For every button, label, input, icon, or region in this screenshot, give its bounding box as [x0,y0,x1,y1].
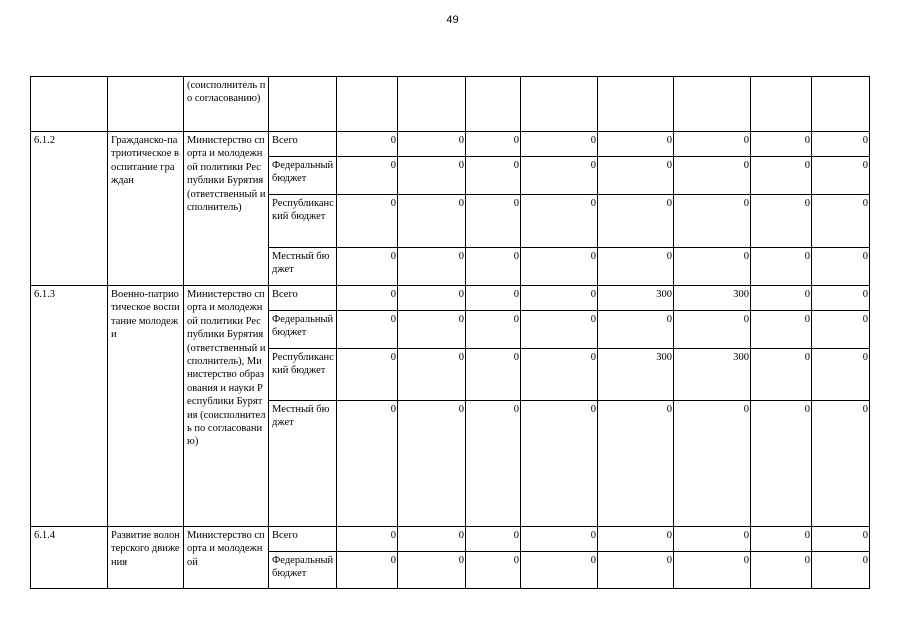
cell-value: 0 [812,401,870,527]
cell-value [751,77,812,132]
cell-value: 0 [521,527,598,552]
cell-value: 0 [398,552,466,589]
cell-value [398,77,466,132]
cell-value: 300 [674,286,751,311]
cell-value: 0 [812,349,870,401]
cell-value: 0 [812,527,870,552]
budget-table [30,76,870,589]
cell-source: Федеральный бюджет [269,552,337,589]
cell-value: 0 [598,552,674,589]
cell-value: 0 [674,248,751,286]
cell-value: 0 [398,132,466,157]
cell-value: 300 [598,349,674,401]
cell-value: 0 [751,157,812,195]
cell-source: Республиканский бюджет [269,349,337,401]
cell-value: 0 [812,286,870,311]
cell-source: Всего [269,132,337,157]
cell-value: 0 [674,311,751,349]
cell-value: 0 [337,132,398,157]
cell-value [674,77,751,132]
cell-value: 0 [751,311,812,349]
cell-source: Федеральный бюджет [269,311,337,349]
cell-value: 0 [337,552,398,589]
cell-value: 0 [598,311,674,349]
cell-value: 0 [812,132,870,157]
cell-executor: Министерство спорта и молодежной [184,527,269,589]
cell-value [812,77,870,132]
cell-value [598,77,674,132]
cell-value: 0 [812,311,870,349]
cell-value: 0 [598,401,674,527]
cell-value: 0 [521,552,598,589]
cell-value: 0 [337,311,398,349]
cell-value: 0 [337,527,398,552]
cell-source: Всего [269,286,337,311]
cell-value: 0 [521,286,598,311]
cell-value: 0 [521,195,598,248]
cell-value: 300 [674,349,751,401]
cell-number [31,77,108,132]
cell-value: 0 [751,286,812,311]
cell-value: 0 [337,157,398,195]
table-row [31,286,870,311]
cell-value: 0 [337,286,398,311]
cell-value [466,77,521,132]
cell-value: 0 [466,401,521,527]
cell-value: 0 [674,527,751,552]
cell-value: 0 [466,157,521,195]
cell-source: Местный бюджет [269,401,337,527]
cell-source [269,77,337,132]
cell-value: 0 [398,401,466,527]
cell-value: 0 [812,157,870,195]
cell-executor: (соисполнитель по согласованию) [184,77,269,132]
cell-value: 0 [812,195,870,248]
cell-executor: Министерство спорта и молодежной политики Республики Бурятия (ответственный исполнитель) [184,132,269,286]
cell-number: 6.1.4 [31,527,108,589]
cell-value: 0 [598,157,674,195]
cell-value: 0 [398,248,466,286]
table-row [31,132,870,157]
cell-value: 0 [398,311,466,349]
cell-value: 0 [751,248,812,286]
cell-value: 0 [521,248,598,286]
cell-value: 0 [751,527,812,552]
cell-value: 0 [398,286,466,311]
cell-value: 0 [466,248,521,286]
cell-source: Всего [269,527,337,552]
cell-name: Гражданско-патриотическое воспитание граждан [108,132,184,286]
cell-value: 0 [337,195,398,248]
cell-executor: Министерство спорта и молодежной политики Республики Бурятия (ответственный исполнитель), Министерство образования и науки Республики Бурятия (соисполнитель по согласованию) [184,286,269,527]
cell-value [337,77,398,132]
cell-value: 0 [337,349,398,401]
cell-value: 0 [598,527,674,552]
cell-value: 0 [521,157,598,195]
cell-number: 6.1.2 [31,132,108,286]
cell-value: 0 [521,132,598,157]
cell-value: 0 [751,195,812,248]
cell-value: 0 [466,286,521,311]
cell-name: Военно-патриотическое воспитание молодежи [108,286,184,527]
cell-source: Местный бюджет [269,248,337,286]
cell-value: 0 [674,132,751,157]
cell-value: 0 [466,349,521,401]
cell-value: 0 [812,248,870,286]
cell-value: 0 [466,527,521,552]
cell-value: 0 [466,195,521,248]
cell-value: 0 [337,248,398,286]
cell-value: 0 [521,311,598,349]
cell-name: Развитие волонтерского движения [108,527,184,589]
cell-value: 0 [674,401,751,527]
cell-value: 300 [598,286,674,311]
cell-name [108,77,184,132]
cell-value: 0 [751,349,812,401]
cell-value: 0 [598,248,674,286]
cell-value: 0 [398,527,466,552]
cell-value: 0 [466,311,521,349]
cell-source: Республиканский бюджет [269,195,337,248]
cell-value: 0 [521,401,598,527]
cell-value [521,77,598,132]
cell-value: 0 [521,349,598,401]
cell-value: 0 [337,401,398,527]
cell-number: 6.1.3 [31,286,108,527]
cell-value: 0 [674,157,751,195]
cell-value: 0 [466,552,521,589]
cell-value: 0 [598,195,674,248]
cell-value: 0 [598,132,674,157]
cell-value: 0 [398,195,466,248]
cell-value: 0 [674,195,751,248]
cell-value: 0 [674,552,751,589]
cell-value: 0 [751,401,812,527]
cell-source: Федеральный бюджет [269,157,337,195]
cell-value: 0 [751,552,812,589]
cell-value: 0 [812,552,870,589]
cell-value: 0 [751,132,812,157]
cell-value: 0 [398,349,466,401]
page-number: 49 [446,14,459,26]
cell-value: 0 [398,157,466,195]
table-row [31,527,870,552]
table-row [31,77,870,132]
cell-value: 0 [466,132,521,157]
